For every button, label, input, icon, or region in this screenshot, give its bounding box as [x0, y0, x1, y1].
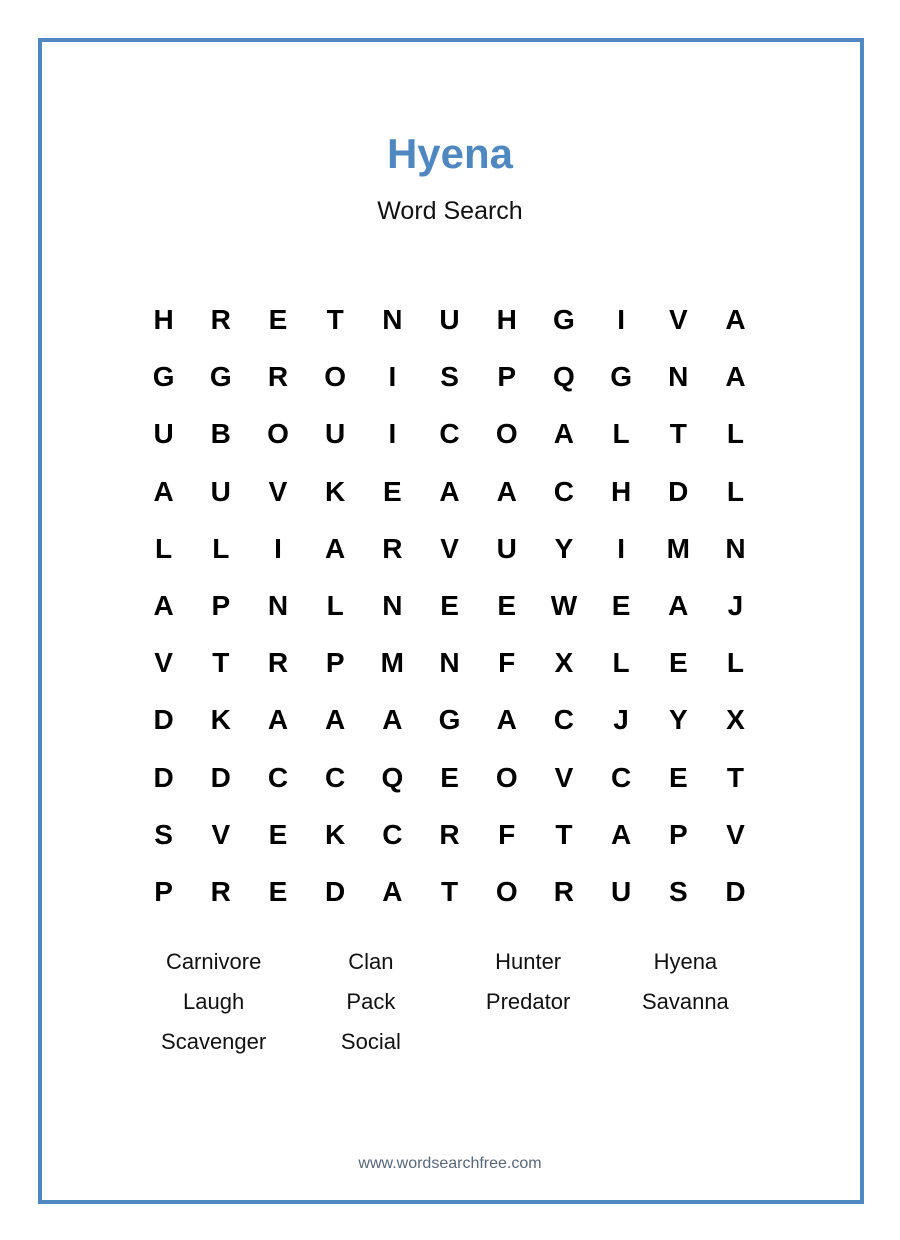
footer-url: www.wordsearchfree.com — [358, 1155, 542, 1172]
grid-cell: E — [268, 875, 288, 907]
word-list-item: Hyena — [653, 949, 718, 974]
grid-cell: S — [440, 361, 459, 393]
grid-cell: U — [210, 475, 231, 507]
page-subtitle: Word Search — [377, 197, 523, 225]
grid-cell: P — [154, 875, 173, 907]
grid-cell: A — [725, 361, 746, 393]
grid-cell: J — [613, 704, 629, 736]
grid-cell: T — [555, 818, 573, 850]
grid-cell: L — [726, 647, 745, 679]
grid-cell: E — [440, 761, 459, 793]
grid-cell: C — [267, 761, 289, 793]
word-list-item: Clan — [348, 949, 394, 974]
grid-cell: L — [155, 532, 173, 564]
grid-cell: P — [668, 818, 688, 850]
grid-row — [135, 863, 764, 920]
word-list-item: Scavenger — [161, 1029, 267, 1054]
grid-cell: I — [388, 418, 397, 450]
grid-cell: L — [612, 647, 630, 679]
grid-cell: L — [212, 532, 230, 564]
grid-cell: E — [268, 818, 288, 850]
grid-cell: A — [153, 475, 174, 507]
grid-cell: Q — [381, 761, 404, 793]
grid-row — [135, 691, 764, 748]
grid-cell: R — [210, 875, 231, 907]
grid-row — [135, 577, 764, 634]
grid-cell: A — [382, 875, 403, 907]
grid-cell: K — [325, 818, 346, 850]
letter-grid — [135, 291, 764, 920]
grid-cell: N — [668, 361, 689, 393]
word-list-item: Savanna — [641, 989, 729, 1014]
grid-cell: U — [325, 418, 346, 450]
grid-cell: C — [553, 475, 575, 507]
grid-cell: A — [496, 704, 517, 736]
grid-cell: N — [382, 589, 403, 621]
grid-cell: M — [380, 647, 404, 679]
grid-cell: A — [496, 475, 517, 507]
grid-cell: A — [325, 704, 346, 736]
grid-cell: R — [439, 818, 460, 850]
grid-row — [135, 749, 764, 806]
grid-cell: N — [725, 532, 746, 564]
grid-cell: I — [617, 532, 625, 564]
grid-cell: D — [325, 875, 346, 907]
grid-cell: L — [326, 589, 344, 621]
grid-cell: K — [325, 475, 346, 507]
grid-cell: I — [388, 361, 397, 393]
grid-cell: B — [210, 418, 231, 450]
grid-cell: R — [267, 647, 289, 679]
grid-cell: O — [495, 875, 518, 907]
grid-cell: F — [498, 818, 516, 850]
grid-cell: T — [726, 761, 745, 793]
grid-cell: T — [326, 304, 344, 335]
grid-cell: Y — [554, 532, 574, 564]
grid-cell: E — [440, 589, 459, 621]
grid-cell: V — [726, 818, 745, 850]
grid-cell: T — [669, 418, 687, 450]
grid-cell: M — [666, 532, 690, 564]
grid-cell: C — [439, 418, 460, 450]
grid-cell: A — [725, 304, 746, 335]
grid-cell: S — [154, 818, 173, 850]
grid-row — [135, 463, 764, 520]
word-list-item: Predator — [485, 989, 571, 1014]
grid-cell: S — [668, 875, 688, 907]
grid-cell: L — [612, 418, 630, 450]
grid-cell: G — [553, 304, 575, 335]
grid-cell: O — [495, 418, 518, 450]
grid-row — [135, 520, 764, 577]
grid-cell: X — [554, 647, 574, 679]
word-list — [135, 942, 764, 1062]
grid-cell: C — [382, 818, 403, 850]
grid-cell: E — [668, 761, 688, 793]
grid-cell: U — [610, 875, 632, 907]
grid-cell: O — [267, 418, 289, 450]
grid-cell: D — [725, 875, 746, 907]
grid-cell: P — [497, 361, 517, 393]
grid-cell: Y — [668, 704, 688, 736]
grid-cell: G — [152, 361, 175, 393]
grid-cell: R — [553, 875, 575, 907]
grid-cell: T — [440, 875, 459, 907]
grid-cell: A — [267, 704, 289, 736]
grid-cell: C — [325, 761, 346, 793]
grid-cell: L — [726, 475, 745, 507]
grid-cell: U — [153, 418, 174, 450]
grid-cell: I — [274, 532, 282, 564]
grid-cell: E — [268, 304, 288, 335]
grid-cell: O — [324, 361, 347, 393]
grid-cell: V — [211, 818, 231, 850]
grid-cell: A — [325, 532, 346, 564]
grid-row — [135, 291, 764, 348]
grid-cell: R — [382, 532, 403, 564]
grid-cell: U — [439, 304, 460, 335]
grid-cell: E — [611, 589, 631, 621]
grid-row — [135, 806, 764, 863]
grid-cell: A — [153, 589, 174, 621]
grid-cell: A — [610, 818, 632, 850]
page-title: Hyena — [386, 130, 514, 177]
word-list-item: Laugh — [183, 989, 245, 1014]
grid-cell: Q — [553, 361, 575, 393]
grid-cell: J — [727, 589, 744, 621]
grid-cell: T — [212, 647, 230, 679]
grid-cell: H — [153, 304, 174, 335]
grid-cell: C — [553, 704, 575, 736]
grid-cell: V — [268, 475, 288, 507]
grid-cell: W — [550, 589, 578, 621]
word-list-item: Pack — [346, 989, 396, 1014]
grid-cell: N — [267, 589, 289, 621]
grid-cell: E — [497, 589, 517, 621]
grid-row — [135, 634, 764, 691]
grid-row — [135, 348, 764, 405]
grid-cell: O — [495, 761, 518, 793]
grid-cell: H — [610, 475, 632, 507]
grid-cell: D — [210, 761, 231, 793]
grid-cell: H — [496, 304, 517, 335]
grid-cell: A — [382, 704, 403, 736]
grid-cell: N — [382, 304, 403, 335]
grid-cell: I — [617, 304, 625, 335]
grid-cell: N — [439, 647, 460, 679]
grid-cell: X — [726, 704, 745, 736]
grid-cell: A — [553, 418, 575, 450]
grid-cell: V — [154, 647, 173, 679]
word-list-item: Social — [340, 1029, 401, 1054]
grid-cell: V — [668, 304, 688, 335]
grid-cell: K — [210, 704, 231, 736]
grid-cell: G — [438, 704, 461, 736]
grid-cell: D — [153, 761, 174, 793]
grid-cell: D — [153, 704, 174, 736]
grid-cell: V — [440, 532, 459, 564]
word-list-item: Hunter — [495, 949, 562, 974]
grid-cell: R — [210, 304, 231, 335]
word-list-item: Carnivore — [165, 949, 262, 974]
grid-cell: E — [668, 647, 688, 679]
grid-cell: A — [668, 589, 689, 621]
grid-cell: C — [610, 761, 632, 793]
grid-cell: G — [209, 361, 232, 393]
grid-cell: E — [383, 475, 402, 507]
grid-cell: L — [726, 418, 745, 450]
grid-cell: V — [554, 761, 574, 793]
grid-cell: U — [496, 532, 517, 564]
grid-cell: P — [325, 647, 345, 679]
grid-row — [135, 405, 764, 462]
grid-cell: A — [439, 475, 460, 507]
grid-cell: D — [668, 475, 689, 507]
grid-cell: R — [267, 361, 289, 393]
grid-cell: F — [498, 647, 516, 679]
grid-cell: G — [610, 361, 632, 393]
grid-cell: P — [211, 589, 231, 621]
